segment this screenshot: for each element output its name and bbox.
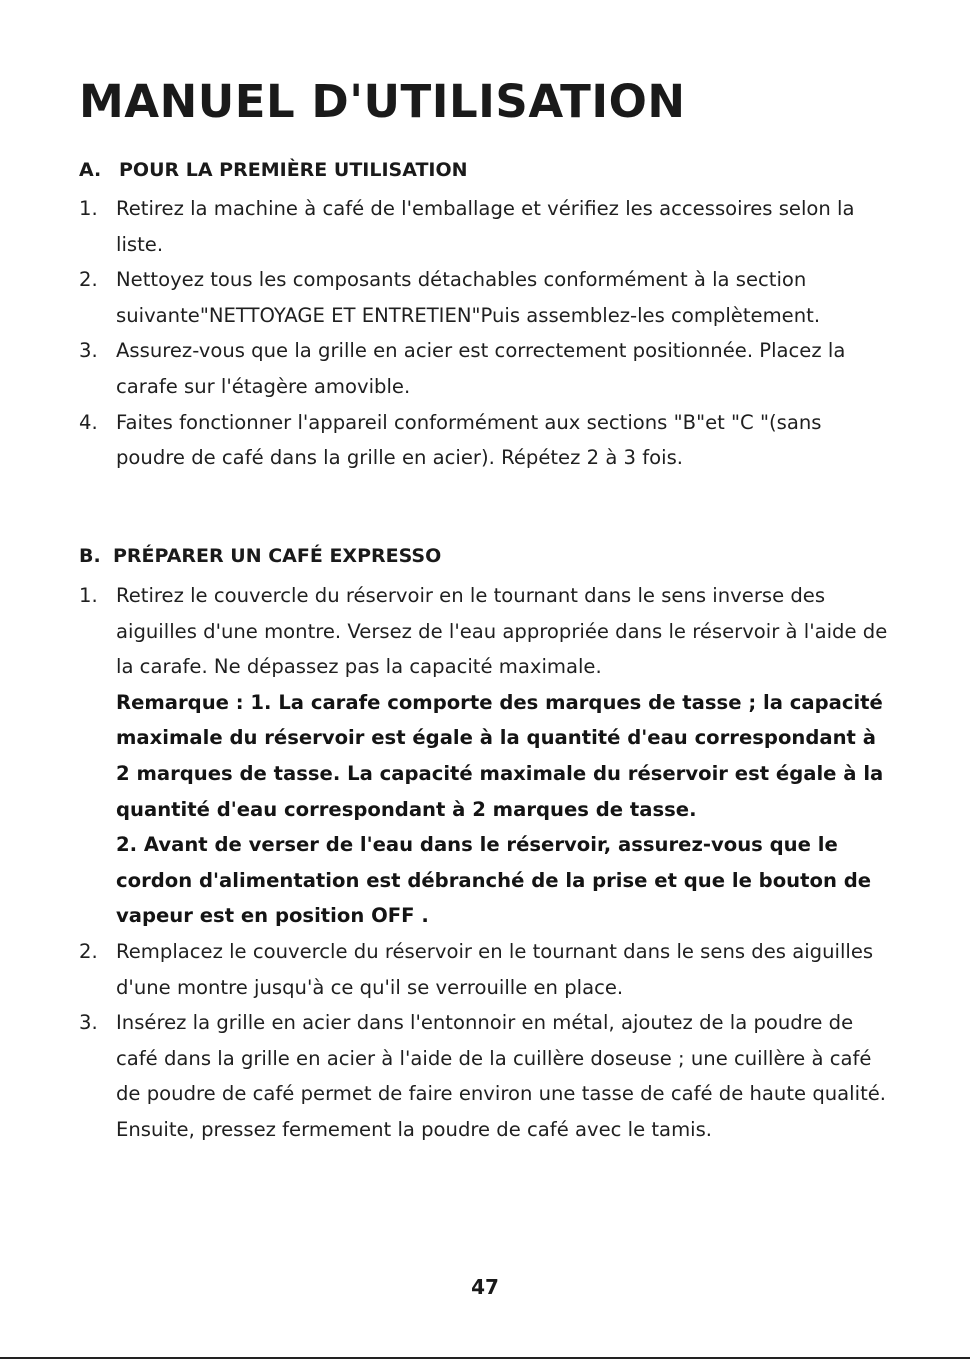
item-text: Retirez le couvercle du réservoir en le tournant dans le sens inverse des aiguilles d'une montre. Versez de l'eau appropriée dans le réservoir à l'aide de la carafe. Ne dépassez pas la capacité maximale. xyxy=(116,584,888,679)
list-item xyxy=(79,405,894,476)
note-avant: 2. Avant de verser de l'eau dans le réservoir, assurez-vous que le cordon d'alimentation est débranché de la prise et que le bouton de vapeur est en position OFF . xyxy=(116,833,872,928)
page-title: MANUEL D'UTILISATION xyxy=(79,75,686,128)
item-number: 1. xyxy=(79,584,98,607)
list-item xyxy=(79,333,894,404)
item-text: Faites fonctionner l'appareil conformément aux sections "B"et "C "(sans poudre de café dans la grille en acier). Répétez 2 à 3 fois. xyxy=(116,410,822,470)
list-item xyxy=(79,934,894,1005)
item-number: 3. xyxy=(79,1011,98,1035)
item-number: 2. xyxy=(79,939,98,963)
section-b-letter: B. xyxy=(79,545,101,567)
item-text: Insérez la grille en acier dans l'entonnoir en métal, ajoutez de la poudre de café dans la grille en acier à l'aide de la cuillère doseuse ; une cuillère à café de poudre de café permet de faire environ une tasse de café de haute qualité. Ensuite, pressez fermement la poudre de café avec le tamis. xyxy=(116,1011,887,1141)
list-item xyxy=(79,1005,894,1147)
item-number: 2. xyxy=(79,268,98,292)
section-a-heading xyxy=(79,157,468,183)
item-text: Nettoyez tous les composants détachables conformément à la section suivante"NETTOYAGE ET ENTRETIEN"Puis assemblez-les complètement. xyxy=(116,268,821,327)
list-item xyxy=(79,191,894,262)
section-b-title: PRÉPARER UN CAFÉ EXPRESSO xyxy=(113,545,442,567)
section-b-list xyxy=(79,578,894,1148)
item-text: Assurez-vous que la grille en acier est correctement positionnée. Placez la carafe sur l'étagère amovible. xyxy=(116,339,846,398)
list-item xyxy=(79,578,894,934)
item-text: Remplacez le couvercle du réservoir en le tournant dans le sens des aiguilles d'une montre jusqu'à ce qu'il se verrouille en place. xyxy=(116,939,874,999)
note-remarque: Remarque : 1. La carafe comporte des marques de tasse ; la capacité maximale du réservoir est égale à la quantité d'eau correspondant à 2 marques de tasse. La capacité maximale du réservoir est égale à la quantité d'eau correspondant à 2 marques de tasse. xyxy=(116,690,884,821)
item-number: 3. xyxy=(79,339,98,363)
section-a-letter: A. xyxy=(79,159,102,181)
item-number: 1. xyxy=(79,197,98,220)
section-b-heading xyxy=(79,543,441,569)
bottom-divider xyxy=(0,1357,970,1359)
section-a-title: POUR LA PREMIÈRE UTILISATION xyxy=(119,159,468,181)
page-number: 47 xyxy=(471,1275,499,1299)
item-text: Retirez la machine à café de l'emballage et vérifiez les accessoires selon la liste. xyxy=(116,197,855,256)
list-item xyxy=(79,262,894,333)
item-number: 4. xyxy=(79,410,98,434)
section-a-list xyxy=(79,191,894,476)
